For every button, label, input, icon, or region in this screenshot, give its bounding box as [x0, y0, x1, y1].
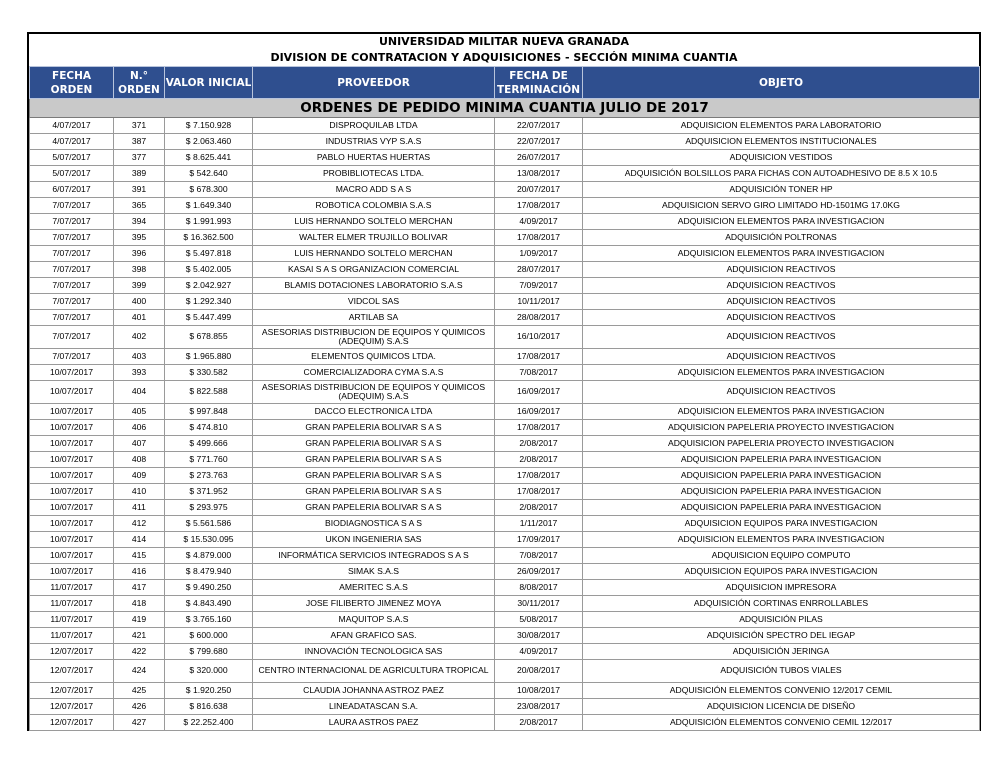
cell-objeto[interactable]: ADQUISICION EQUIPOS PARA INVESTIGACION — [583, 564, 980, 580]
cell-proveedor[interactable]: CLAUDIA JOHANNA ASTROZ PAEZ — [253, 683, 495, 699]
cell-fecha-terminacion[interactable]: 2/08/2017 — [495, 500, 583, 516]
cell-fecha-terminacion[interactable]: 7/08/2017 — [495, 365, 583, 381]
table-row[interactable] — [30, 294, 980, 310]
cell-proveedor[interactable]: MACRO ADD S A S — [253, 182, 495, 198]
cell-objeto[interactable]: ADQUISICION PAPELERIA PARA INVESTIGACION — [583, 468, 980, 484]
cell-fecha-orden[interactable]: 7/07/2017 — [30, 230, 114, 246]
cell-n-orden[interactable]: 365 — [114, 198, 165, 214]
cell-n-orden[interactable]: 400 — [114, 294, 165, 310]
cell-fecha-terminacion[interactable]: 7/09/2017 — [495, 278, 583, 294]
cell-n-orden[interactable]: 405 — [114, 404, 165, 420]
orders-table — [29, 66, 980, 731]
cell-valor-inicial[interactable]: $ 600.000 — [165, 628, 253, 644]
cell-fecha-orden[interactable]: 12/07/2017 — [30, 699, 114, 715]
cell-fecha-orden[interactable]: 7/07/2017 — [30, 326, 114, 349]
cell-proveedor[interactable]: GRAN PAPELERIA BOLIVAR S A S — [253, 452, 495, 468]
cell-n-orden[interactable]: 401 — [114, 310, 165, 326]
cell-objeto[interactable]: ADQUISICION SERVO GIRO LIMITADO HD-1501MG 17.0KG — [583, 198, 980, 214]
cell-fecha-orden[interactable]: 10/07/2017 — [30, 404, 114, 420]
table-row[interactable] — [30, 230, 980, 246]
cell-fecha-orden[interactable]: 10/07/2017 — [30, 436, 114, 452]
table-row[interactable] — [30, 214, 980, 230]
cell-fecha-terminacion[interactable]: 30/11/2017 — [495, 596, 583, 612]
cell-fecha-orden[interactable]: 12/07/2017 — [30, 715, 114, 731]
cell-proveedor[interactable]: UKON INGENIERIA SAS — [253, 532, 495, 548]
cell-objeto[interactable]: ADQUISICION ELEMENTOS PARA INVESTIGACION — [583, 214, 980, 230]
cell-valor-inicial[interactable]: $ 330.582 — [165, 365, 253, 381]
cell-fecha-terminacion[interactable]: 28/08/2017 — [495, 310, 583, 326]
cell-n-orden[interactable]: 393 — [114, 365, 165, 381]
cell-proveedor[interactable]: CENTRO INTERNACIONAL DE AGRICULTURA TROPICAL — [253, 660, 495, 683]
cell-fecha-terminacion[interactable]: 17/08/2017 — [495, 230, 583, 246]
cell-n-orden[interactable]: 371 — [114, 118, 165, 134]
table-row[interactable] — [30, 516, 980, 532]
cell-proveedor[interactable]: MAQUITOP S.A.S — [253, 612, 495, 628]
cell-n-orden[interactable]: 391 — [114, 182, 165, 198]
table-row[interactable] — [30, 246, 980, 262]
cell-valor-inicial[interactable]: $ 9.490.250 — [165, 580, 253, 596]
document-subtitle: DIVISION DE CONTRATACION Y ADQUISICIONES - SECCIÓN MINIMA CUANTIA — [270, 51, 738, 64]
table-row[interactable] — [30, 580, 980, 596]
table-row[interactable] — [30, 715, 980, 731]
table-row[interactable] — [30, 628, 980, 644]
cell-objeto[interactable]: ADQUISICIÓN ELEMENTOS CONVENIO CEMIL 12/2017 — [583, 715, 980, 731]
cell-proveedor[interactable]: LINEADATASCAN S.A. — [253, 699, 495, 715]
cell-valor-inicial[interactable]: $ 542.640 — [165, 166, 253, 182]
cell-fecha-orden[interactable]: 10/07/2017 — [30, 564, 114, 580]
cell-fecha-orden[interactable]: 10/07/2017 — [30, 516, 114, 532]
cell-objeto[interactable]: ADQUISICION PAPELERIA PROYECTO INVESTIGACION — [583, 420, 980, 436]
table-row[interactable] — [30, 532, 980, 548]
cell-valor-inicial[interactable]: $ 5.402.005 — [165, 262, 253, 278]
table-row[interactable] — [30, 381, 980, 404]
cell-proveedor[interactable]: PABLO HUERTAS HUERTAS — [253, 150, 495, 166]
cell-fecha-orden[interactable]: 7/07/2017 — [30, 278, 114, 294]
cell-valor-inicial[interactable]: $ 2.063.460 — [165, 134, 253, 150]
cell-fecha-terminacion[interactable]: 22/07/2017 — [495, 118, 583, 134]
cell-valor-inicial[interactable]: $ 816.638 — [165, 699, 253, 715]
cell-objeto[interactable]: ADQUISICION REACTIVOS — [583, 310, 980, 326]
cell-fecha-terminacion[interactable]: 10/11/2017 — [495, 294, 583, 310]
cell-fecha-orden[interactable]: 10/07/2017 — [30, 365, 114, 381]
cell-fecha-terminacion[interactable]: 17/08/2017 — [495, 420, 583, 436]
cell-proveedor[interactable]: JOSE FILIBERTO JIMENEZ MOYA — [253, 596, 495, 612]
cell-valor-inicial[interactable]: $ 8.625.441 — [165, 150, 253, 166]
cell-proveedor[interactable]: ASESORIAS DISTRIBUCION DE EQUIPOS Y QUIMICOS (ADEQUIM) S.A.S — [253, 326, 495, 349]
cell-proveedor[interactable]: LAURA ASTROS PAEZ — [253, 715, 495, 731]
col-header-objeto[interactable]: OBJETO — [583, 67, 980, 99]
cell-fecha-terminacion[interactable]: 17/09/2017 — [495, 532, 583, 548]
cell-proveedor[interactable]: ASESORIAS DISTRIBUCION DE EQUIPOS Y QUIMICOS (ADEQUIM) S.A.S — [253, 381, 495, 404]
cell-n-orden[interactable]: 394 — [114, 214, 165, 230]
column-header-row — [30, 67, 980, 99]
cell-objeto[interactable]: ADQUISICION PAPELERIA PARA INVESTIGACION — [583, 452, 980, 468]
table-row[interactable] — [30, 349, 980, 365]
cell-fecha-terminacion[interactable]: 16/09/2017 — [495, 404, 583, 420]
table-row[interactable] — [30, 452, 980, 468]
cell-valor-inicial[interactable]: $ 273.763 — [165, 468, 253, 484]
cell-n-orden[interactable]: 387 — [114, 134, 165, 150]
col-header-fecha-orden[interactable]: FECHA ORDEN — [30, 67, 114, 99]
cell-objeto[interactable]: ADQUISICION REACTIVOS — [583, 326, 980, 349]
cell-fecha-terminacion[interactable]: 1/11/2017 — [495, 516, 583, 532]
col-header-fecha-terminacion[interactable]: FECHA DE TERMINACIÓN — [495, 67, 583, 99]
section-title: ORDENES DE PEDIDO MINIMA CUANTIA JULIO DE 2017 — [30, 99, 980, 118]
cell-valor-inicial[interactable]: $ 7.150.928 — [165, 118, 253, 134]
cell-fecha-terminacion[interactable]: 20/07/2017 — [495, 182, 583, 198]
cell-objeto[interactable]: ADQUISICIÓN TONER HP — [583, 182, 980, 198]
cell-proveedor[interactable]: KASAI S A S ORGANIZACION COMERCIAL — [253, 262, 495, 278]
cell-proveedor[interactable]: WALTER ELMER TRUJILLO BOLIVAR — [253, 230, 495, 246]
cell-fecha-terminacion[interactable]: 2/08/2017 — [495, 715, 583, 731]
table-row[interactable] — [30, 420, 980, 436]
cell-valor-inicial[interactable]: $ 16.362.500 — [165, 230, 253, 246]
cell-fecha-terminacion[interactable]: 13/08/2017 — [495, 166, 583, 182]
table-row[interactable] — [30, 612, 980, 628]
cell-n-orden[interactable]: 410 — [114, 484, 165, 500]
cell-fecha-orden[interactable]: 5/07/2017 — [30, 166, 114, 182]
cell-fecha-terminacion[interactable]: 17/08/2017 — [495, 198, 583, 214]
cell-fecha-orden[interactable]: 12/07/2017 — [30, 660, 114, 683]
orders-sheet — [27, 32, 981, 731]
cell-proveedor[interactable]: INNOVACIÓN TECNOLOGICA SAS — [253, 644, 495, 660]
cell-objeto[interactable]: ADQUISICIÓN CORTINAS ENRROLLABLES — [583, 596, 980, 612]
cell-n-orden[interactable]: 395 — [114, 230, 165, 246]
cell-fecha-orden[interactable]: 12/07/2017 — [30, 683, 114, 699]
cell-objeto[interactable]: ADQUISICION EQUIPO COMPUTO — [583, 548, 980, 564]
cell-proveedor[interactable]: AFAN GRAFICO SAS. — [253, 628, 495, 644]
cell-n-orden[interactable]: 419 — [114, 612, 165, 628]
cell-objeto[interactable]: ADQUISICION PAPELERIA PARA INVESTIGACION — [583, 500, 980, 516]
cell-objeto[interactable]: ADQUISICIÓN POLTRONAS — [583, 230, 980, 246]
table-row[interactable] — [30, 548, 980, 564]
table-row[interactable] — [30, 644, 980, 660]
table-row[interactable] — [30, 596, 980, 612]
cell-proveedor[interactable]: COMERCIALIZADORA CYMA S.A.S — [253, 365, 495, 381]
cell-valor-inicial[interactable]: $ 499.666 — [165, 436, 253, 452]
cell-fecha-terminacion[interactable]: 10/08/2017 — [495, 683, 583, 699]
cell-valor-inicial[interactable]: $ 293.975 — [165, 500, 253, 516]
table-row[interactable] — [30, 468, 980, 484]
table-row[interactable] — [30, 326, 980, 349]
cell-objeto[interactable]: ADQUISICION ELEMENTOS PARA INVESTIGACION — [583, 404, 980, 420]
cell-fecha-terminacion[interactable]: 22/07/2017 — [495, 134, 583, 150]
cell-valor-inicial[interactable]: $ 1.649.340 — [165, 198, 253, 214]
table-row[interactable] — [30, 500, 980, 516]
cell-valor-inicial[interactable]: $ 678.300 — [165, 182, 253, 198]
cell-objeto[interactable]: ADQUISICION REACTIVOS — [583, 262, 980, 278]
cell-n-orden[interactable]: 403 — [114, 349, 165, 365]
cell-proveedor[interactable]: INFORMÁTICA SERVICIOS INTEGRADOS S A S — [253, 548, 495, 564]
cell-fecha-terminacion[interactable]: 23/08/2017 — [495, 699, 583, 715]
cell-fecha-orden[interactable]: 7/07/2017 — [30, 198, 114, 214]
cell-fecha-terminacion[interactable]: 17/08/2017 — [495, 468, 583, 484]
cell-objeto[interactable]: ADQUISICION ELEMENTOS PARA LABORATORIO — [583, 118, 980, 134]
cell-objeto[interactable]: ADQUISICION ELEMENTOS PARA INVESTIGACION — [583, 532, 980, 548]
cell-valor-inicial[interactable]: $ 822.588 — [165, 381, 253, 404]
cell-fecha-orden[interactable]: 4/07/2017 — [30, 118, 114, 134]
table-row[interactable] — [30, 699, 980, 715]
table-row[interactable] — [30, 150, 980, 166]
cell-n-orden[interactable]: 377 — [114, 150, 165, 166]
cell-fecha-terminacion[interactable]: 17/08/2017 — [495, 484, 583, 500]
table-row[interactable] — [30, 404, 980, 420]
document-title: UNIVERSIDAD MILITAR NUEVA GRANADA — [378, 35, 630, 48]
cell-fecha-terminacion[interactable]: 26/07/2017 — [495, 150, 583, 166]
cell-valor-inicial[interactable]: $ 2.042.927 — [165, 278, 253, 294]
cell-objeto[interactable]: ADQUISICIÓN SPECTRO DEL IEGAP — [583, 628, 980, 644]
table-body — [30, 99, 980, 731]
cell-proveedor[interactable]: GRAN PAPELERIA BOLIVAR S A S — [253, 500, 495, 516]
cell-n-orden[interactable]: 404 — [114, 381, 165, 404]
cell-n-orden[interactable]: 412 — [114, 516, 165, 532]
cell-fecha-terminacion[interactable]: 2/08/2017 — [495, 452, 583, 468]
section-row — [30, 99, 980, 118]
cell-n-orden[interactable]: 424 — [114, 660, 165, 683]
table-row[interactable] — [30, 262, 980, 278]
col-header-valor-inicial[interactable]: VALOR INICIAL — [165, 67, 253, 99]
cell-proveedor[interactable]: BLAMIS DOTACIONES LABORATORIO S.A.S — [253, 278, 495, 294]
cell-n-orden[interactable]: 409 — [114, 468, 165, 484]
cell-n-orden[interactable]: 411 — [114, 500, 165, 516]
table-row[interactable] — [30, 166, 980, 182]
cell-fecha-orden[interactable]: 10/07/2017 — [30, 484, 114, 500]
cell-objeto[interactable]: ADQUISICIÓN ELEMENTOS CONVENIO 12/2017 CEMIL — [583, 683, 980, 699]
table-row[interactable] — [30, 278, 980, 294]
cell-n-orden[interactable]: 416 — [114, 564, 165, 580]
cell-fecha-orden[interactable]: 11/07/2017 — [30, 580, 114, 596]
cell-n-orden[interactable]: 427 — [114, 715, 165, 731]
cell-n-orden[interactable]: 418 — [114, 596, 165, 612]
table-row[interactable] — [30, 118, 980, 134]
cell-proveedor[interactable]: GRAN PAPELERIA BOLIVAR S A S — [253, 484, 495, 500]
table-row[interactable] — [30, 310, 980, 326]
cell-proveedor[interactable]: DISPROQUILAB LTDA — [253, 118, 495, 134]
cell-fecha-terminacion[interactable]: 7/08/2017 — [495, 548, 583, 564]
cell-n-orden[interactable]: 398 — [114, 262, 165, 278]
cell-fecha-terminacion[interactable]: 16/10/2017 — [495, 326, 583, 349]
col-header-n-orden[interactable]: N.° ORDEN — [114, 67, 165, 99]
table-row[interactable] — [30, 365, 980, 381]
cell-valor-inicial[interactable]: $ 320.000 — [165, 660, 253, 683]
table-row[interactable] — [30, 182, 980, 198]
cell-n-orden[interactable]: 389 — [114, 166, 165, 182]
cell-proveedor[interactable]: DACCO ELECTRONICA LTDA — [253, 404, 495, 420]
cell-valor-inicial[interactable]: $ 1.965.880 — [165, 349, 253, 365]
cell-valor-inicial[interactable]: $ 8.479.940 — [165, 564, 253, 580]
cell-proveedor[interactable]: GRAN PAPELERIA BOLIVAR S A S — [253, 436, 495, 452]
table-row[interactable] — [30, 436, 980, 452]
cell-proveedor[interactable]: VIDCOL SAS — [253, 294, 495, 310]
cell-fecha-orden[interactable]: 10/07/2017 — [30, 381, 114, 404]
cell-proveedor[interactable]: INDUSTRIAS VYP S.A.S — [253, 134, 495, 150]
cell-proveedor[interactable]: ARTILAB SA — [253, 310, 495, 326]
cell-fecha-terminacion[interactable]: 4/09/2017 — [495, 214, 583, 230]
cell-fecha-orden[interactable]: 7/07/2017 — [30, 246, 114, 262]
cell-n-orden[interactable]: 399 — [114, 278, 165, 294]
cell-objeto[interactable]: ADQUISICION PAPELERIA PARA INVESTIGACION — [583, 484, 980, 500]
cell-objeto[interactable]: ADQUISICION ELEMENTOS INSTITUCIONALES — [583, 134, 980, 150]
cell-fecha-terminacion[interactable]: 20/08/2017 — [495, 660, 583, 683]
cell-objeto[interactable]: ADQUISICION REACTIVOS — [583, 294, 980, 310]
cell-objeto[interactable]: ADQUISICION REACTIVOS — [583, 278, 980, 294]
cell-objeto[interactable]: ADQUISICIÓN BOLSILLOS PARA FICHAS CON AUTOADHESIVO DE 8.5 X 10.5 — [583, 166, 980, 182]
cell-proveedor[interactable]: LUIS HERNANDO SOLTELO MERCHAN — [253, 246, 495, 262]
cell-objeto[interactable]: ADQUISICION LICENCIA DE DISEÑO — [583, 699, 980, 715]
table-row[interactable] — [30, 134, 980, 150]
cell-fecha-terminacion[interactable]: 30/08/2017 — [495, 628, 583, 644]
table-row[interactable] — [30, 564, 980, 580]
cell-objeto[interactable]: ADQUISICION ELEMENTOS PARA INVESTIGACION — [583, 246, 980, 262]
cell-fecha-terminacion[interactable]: 5/08/2017 — [495, 612, 583, 628]
cell-valor-inicial[interactable]: $ 4.843.490 — [165, 596, 253, 612]
cell-fecha-orden[interactable]: 11/07/2017 — [30, 612, 114, 628]
cell-fecha-orden[interactable]: 4/07/2017 — [30, 134, 114, 150]
cell-valor-inicial[interactable]: $ 22.252.400 — [165, 715, 253, 731]
cell-fecha-terminacion[interactable]: 16/09/2017 — [495, 381, 583, 404]
cell-fecha-orden[interactable]: 6/07/2017 — [30, 182, 114, 198]
cell-fecha-orden[interactable]: 11/07/2017 — [30, 596, 114, 612]
cell-n-orden[interactable]: 421 — [114, 628, 165, 644]
cell-fecha-orden[interactable]: 10/07/2017 — [30, 548, 114, 564]
cell-fecha-orden[interactable]: 12/07/2017 — [30, 644, 114, 660]
cell-valor-inicial[interactable]: $ 799.680 — [165, 644, 253, 660]
cell-objeto[interactable]: ADQUISICION REACTIVOS — [583, 381, 980, 404]
cell-fecha-orden[interactable]: 7/07/2017 — [30, 310, 114, 326]
cell-objeto[interactable]: ADQUISICION EQUIPOS PARA INVESTIGACION — [583, 516, 980, 532]
cell-fecha-terminacion[interactable]: 1/09/2017 — [495, 246, 583, 262]
cell-proveedor[interactable]: BIODIAGNOSTICA S A S — [253, 516, 495, 532]
cell-n-orden[interactable]: 407 — [114, 436, 165, 452]
cell-fecha-orden[interactable]: 5/07/2017 — [30, 150, 114, 166]
cell-fecha-terminacion[interactable]: 4/09/2017 — [495, 644, 583, 660]
cell-objeto[interactable]: ADQUISICION REACTIVOS — [583, 349, 980, 365]
cell-proveedor[interactable]: GRAN PAPELERIA BOLIVAR S A S — [253, 468, 495, 484]
cell-valor-inicial[interactable]: $ 4.879.000 — [165, 548, 253, 564]
cell-valor-inicial[interactable]: $ 1.292.340 — [165, 294, 253, 310]
cell-n-orden[interactable]: 402 — [114, 326, 165, 349]
cell-fecha-terminacion[interactable]: 17/08/2017 — [495, 349, 583, 365]
cell-proveedor[interactable]: AMERITEC S.A.S — [253, 580, 495, 596]
col-header-proveedor[interactable]: PROVEEDOR — [253, 67, 495, 99]
cell-valor-inicial[interactable]: $ 1.991.993 — [165, 214, 253, 230]
cell-objeto[interactable]: ADQUISICIÓN PILAS — [583, 612, 980, 628]
cell-valor-inicial[interactable]: $ 15.530.095 — [165, 532, 253, 548]
cell-proveedor[interactable]: SIMAK S.A.S — [253, 564, 495, 580]
cell-fecha-terminacion[interactable]: 8/08/2017 — [495, 580, 583, 596]
cell-fecha-orden[interactable]: 10/07/2017 — [30, 500, 114, 516]
cell-proveedor[interactable]: GRAN PAPELERIA BOLIVAR S A S — [253, 420, 495, 436]
cell-valor-inicial[interactable]: $ 474.810 — [165, 420, 253, 436]
cell-n-orden[interactable]: 406 — [114, 420, 165, 436]
table-row[interactable] — [30, 198, 980, 214]
cell-n-orden[interactable]: 408 — [114, 452, 165, 468]
cell-objeto[interactable]: ADQUISICION ELEMENTOS PARA INVESTIGACION — [583, 365, 980, 381]
cell-n-orden[interactable]: 425 — [114, 683, 165, 699]
cell-n-orden[interactable]: 417 — [114, 580, 165, 596]
cell-fecha-terminacion[interactable]: 2/08/2017 — [495, 436, 583, 452]
cell-proveedor[interactable]: ELEMENTOS QUIMICOS LTDA. — [253, 349, 495, 365]
cell-n-orden[interactable]: 422 — [114, 644, 165, 660]
cell-valor-inicial[interactable]: $ 371.952 — [165, 484, 253, 500]
cell-valor-inicial[interactable]: $ 771.760 — [165, 452, 253, 468]
cell-objeto[interactable]: ADQUISICION VESTIDOS — [583, 150, 980, 166]
cell-objeto[interactable]: ADQUISICION PAPELERIA PROYECTO INVESTIGACION — [583, 436, 980, 452]
cell-valor-inicial[interactable]: $ 678.855 — [165, 326, 253, 349]
table-row[interactable] — [30, 660, 980, 683]
cell-valor-inicial[interactable]: $ 5.447.499 — [165, 310, 253, 326]
cell-n-orden[interactable]: 415 — [114, 548, 165, 564]
cell-fecha-orden[interactable]: 11/07/2017 — [30, 628, 114, 644]
cell-fecha-orden[interactable]: 7/07/2017 — [30, 294, 114, 310]
cell-fecha-orden[interactable]: 10/07/2017 — [30, 452, 114, 468]
cell-fecha-orden[interactable]: 7/07/2017 — [30, 214, 114, 230]
cell-fecha-orden[interactable]: 10/07/2017 — [30, 532, 114, 548]
cell-n-orden[interactable]: 414 — [114, 532, 165, 548]
cell-fecha-orden[interactable]: 7/07/2017 — [30, 349, 114, 365]
cell-fecha-terminacion[interactable]: 26/09/2017 — [495, 564, 583, 580]
cell-objeto[interactable]: ADQUISICIÓN TUBOS VIALES — [583, 660, 980, 683]
cell-valor-inicial[interactable]: $ 5.561.586 — [165, 516, 253, 532]
cell-n-orden[interactable]: 396 — [114, 246, 165, 262]
cell-valor-inicial[interactable]: $ 997.848 — [165, 404, 253, 420]
cell-fecha-orden[interactable]: 7/07/2017 — [30, 262, 114, 278]
table-row[interactable] — [30, 484, 980, 500]
cell-valor-inicial[interactable]: $ 5.497.818 — [165, 246, 253, 262]
cell-proveedor[interactable]: LUIS HERNANDO SOLTELO MERCHAN — [253, 214, 495, 230]
cell-fecha-terminacion[interactable]: 28/07/2017 — [495, 262, 583, 278]
cell-objeto[interactable]: ADQUISICIÓN JERINGA — [583, 644, 980, 660]
cell-proveedor[interactable]: ROBOTICA COLOMBIA S.A.S — [253, 198, 495, 214]
cell-fecha-orden[interactable]: 10/07/2017 — [30, 420, 114, 436]
cell-valor-inicial[interactable]: $ 3.765.160 — [165, 612, 253, 628]
table-row[interactable] — [30, 683, 980, 699]
cell-fecha-orden[interactable]: 10/07/2017 — [30, 468, 114, 484]
cell-valor-inicial[interactable]: $ 1.920.250 — [165, 683, 253, 699]
cell-proveedor[interactable]: PROBIBLIOTECAS LTDA. — [253, 166, 495, 182]
cell-objeto[interactable]: ADQUISICION IMPRESORA — [583, 580, 980, 596]
cell-n-orden[interactable]: 426 — [114, 699, 165, 715]
